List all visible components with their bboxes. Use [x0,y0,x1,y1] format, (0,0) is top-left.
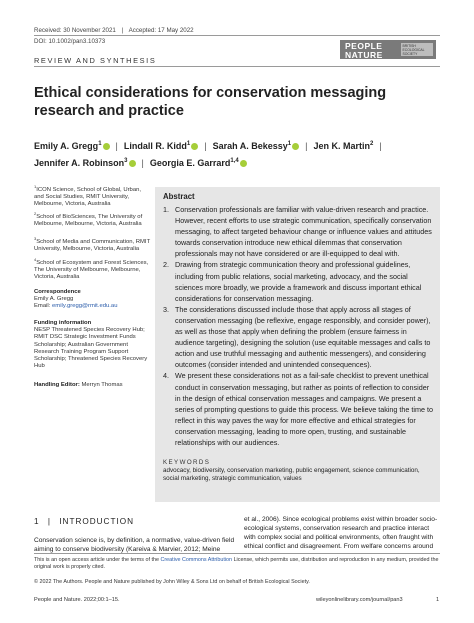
funding-text: NESP Threatened Species Recovery Hub; RMIT DSC Strategic Investment Funds Scholarship; Australian Government Research Training Program Support Scholarship; Threatened Species Recovery Hub [34,327,148,370]
abstract-list [163,204,435,448]
section-divider [34,66,440,67]
affiliation: $^3$School of Media and Communication, RMIT University, Melbourne, Victoria, Australia [34,236,151,253]
intro-right-column: et al., 2006). Since ecological problems exist within broader socio- ecological systems, conservation research and practice interact with complex social and political environments, often fraught with ethical conflict and disagreement. From welfare concerns around [244,516,438,550]
author[interactable]: Jennifer A. Robinson$^3$ [34,158,128,168]
author-separator: | [204,141,207,151]
meta-separator: | [121,27,124,34]
author-separator: | [379,141,382,151]
logo-word-nature: NATURE [345,49,383,60]
editor-block [34,382,152,389]
header-divider [34,35,440,36]
accepted-date: Accepted: 17 May 2022 [128,27,194,34]
correspondence-name: Emily A. Gregg [34,296,74,303]
article-title: Ethical considerations for conservation messaging research and practice [34,85,387,119]
author-list [34,137,444,171]
society-logo-box: BRITISH ECOLOGICAL SOCIETY [401,43,433,56]
correspondence-block [34,289,152,311]
intro-left-column: Conservation science is, by definition, a normative, value-driven field aiming to conserve biodiversity (Kareiva & Marvier, 2012; Meine [34,537,235,553]
author[interactable]: Emily A. Gregg$^1$ [34,141,102,151]
orcid-icon[interactable] [292,143,299,150]
author-separator: | [115,141,118,151]
author[interactable]: Georgia E. Garrard$^{1,4}$ [149,158,239,168]
affiliation: $^4$School of Ecosystem and Forest Sciences, The University of Melbourne, Melbourne, Victoria, Australia [34,257,149,281]
author[interactable]: Jen K. Martin$^2$ [313,141,374,151]
received-date: Received: 30 November 2021 [34,27,116,34]
editor-heading: Handling Editor: [34,382,80,388]
journal-logo [340,40,436,59]
journal-citation: People and Nature. 2022;00:1–15. [34,597,120,603]
author[interactable]: Lindall R. Kidd$^1$ [123,141,191,151]
license-link[interactable]: Creative Commons Attribution [160,557,233,563]
orcid-icon[interactable] [191,143,198,150]
keywords-heading: KEYWORDS [163,459,211,466]
page-number: 1 [436,597,440,603]
abstract-item: 4. We present these considerations not as a fail-safe checklist to prevent unethical conduct in conservation messaging, but rather as points of reflection to consider in the design of ethical conservation messages and campaigns. We present a series of prompting questions to guide this process. We believe taking the time to reflect in this way paves the way for more effective and ethical strategies for conservation messaging, leading to more open, trusting, and sustainable relationships with our audiences. [163,371,433,447]
abstract-item: 1. Conservation professionals are familiar with value-driven research and practice. However, recent efforts to use strategic communication, specifically conservation messaging, to affect targeted behaviour change or influence values and attitudes towards conservation introduce new ethical dilemmas that conservation professionals may not have considered or are ill-equipped to deal with. [163,205,432,259]
funding-heading: Funding information [34,320,92,326]
email-label: Email: [34,303,51,310]
doi[interactable]: DOI: 10.1002/pan3.10373 [34,38,106,45]
funding-block [34,320,152,370]
orcid-icon[interactable] [129,160,136,167]
footer-divider [34,553,440,554]
copyright-notice: © 2022 The Authors. People and Nature published by John Wiley & Sons Ltd on behalf of British Ecological Society. [34,579,310,585]
affiliation: $^1$ICON Science, School of Global, Urban, and Social Studies, RMIT University, Melbourne, Victoria, Australia [34,184,142,208]
orcid-icon[interactable] [103,143,110,150]
introduction-heading: 1 | INTRODUCTION [34,517,135,526]
affiliation: $^2$School of BioSciences, The University of Melbourne, Melbourne, Victoria, Australia [34,211,143,228]
abstract-box [155,187,440,502]
orcid-icon[interactable] [240,160,247,167]
editor-name: Merryn Thomas [81,382,123,388]
abstract-heading: Abstract [163,192,195,201]
received-date-line [34,27,194,34]
abstract-item: 3. The considerations discussed include those that apply across all stages of conservation messaging (be reflexive, engage responsibly, and consider power), as well as those that apply when defining the problem (ensure fairness in audience targeting), designing the solution (use equitable messages and calls to action and use truthful messaging and authentic messengers), and considering outcomes (consider intended and unintended consequences). [163,304,431,370]
email-link[interactable]: emily.gregg@rmit.edu.au [52,303,118,310]
author[interactable]: Sarah A. Bekessy$^1$ [212,141,292,151]
article-section-label: REVIEW AND SYNTHESIS [34,56,157,65]
journal-url[interactable]: wileyonlinelibrary.com/journal/pan3 [316,597,403,603]
abstract-item: 2. Drawing from strategic communication theory and professional guidelines, including from public relations, social marketing, advocacy, and the social sciences more broadly, we provide a framework and discuss important ethical considerations for conservation messaging. [163,260,422,303]
keywords-text: advocacy, biodiversity, conservation marketing, public engagement, science communication, social marketing, strategic communication, values [163,467,420,482]
logo-word-people: PEOPLE [345,41,383,51]
license-notice: This is an open access article under the terms of the Creative Commons Attribution License, which permits use, distribution and reproduction in any medium, provided the original work is properly cited. [34,557,439,570]
correspondence-heading: Correspondence [34,289,81,295]
author-separator: | [305,141,308,151]
author-separator: | [141,158,144,168]
